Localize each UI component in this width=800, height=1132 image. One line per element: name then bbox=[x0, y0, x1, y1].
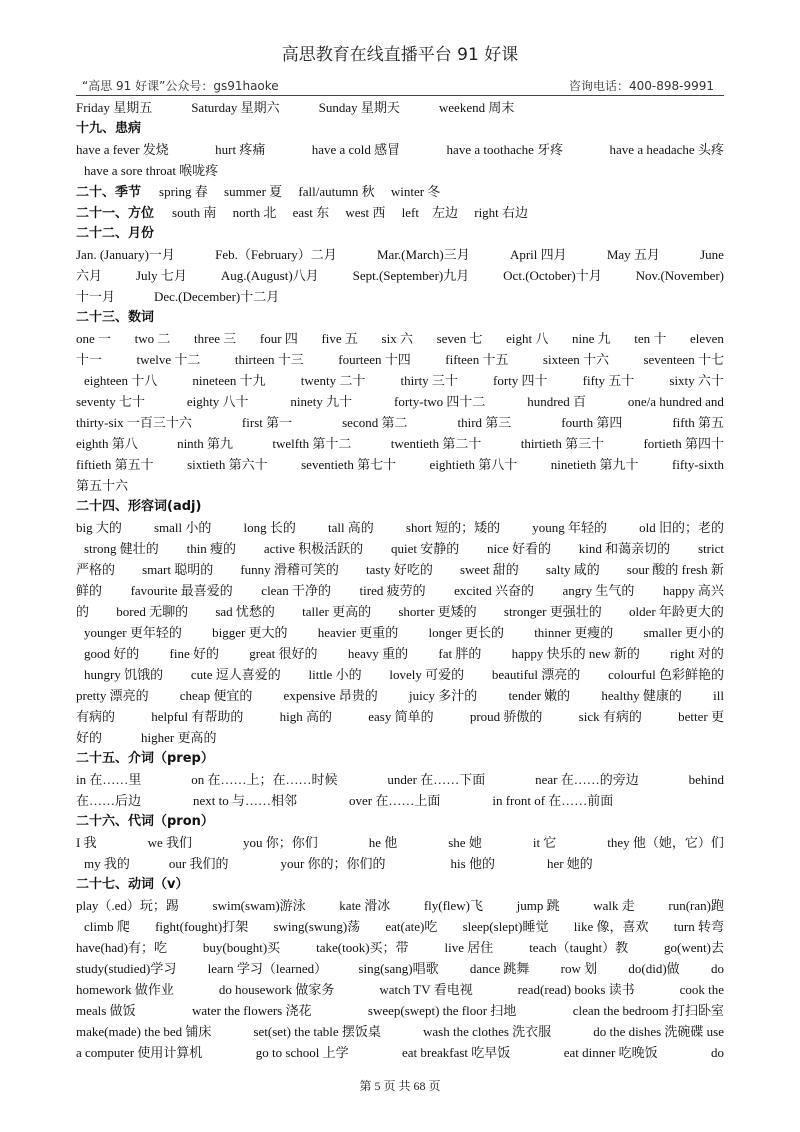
vocab-entry: seven 七 bbox=[436, 331, 483, 346]
vocab-entry: seventieth 第七十 bbox=[301, 457, 397, 472]
vocab-entry: live 居住 bbox=[444, 940, 494, 955]
vocab-entry: eleven bbox=[689, 331, 724, 346]
vocab-entry: Feb.（February）二月 bbox=[215, 247, 337, 262]
vocab-entry: smart 聪明的 bbox=[142, 562, 214, 577]
vocab-entry: clean 干净的 bbox=[261, 583, 331, 598]
vocab-entry: happy 快乐的 new 新的 bbox=[511, 646, 640, 661]
vocab-entry: thirteen 十三 bbox=[234, 352, 304, 367]
vocab-entry: smaller 更小的 bbox=[643, 625, 724, 640]
vocab-entry: go(went)去 bbox=[664, 940, 724, 955]
vocab-entry: buy(bought)买 bbox=[202, 940, 281, 955]
vocab-entry: shorter 更矮的 bbox=[398, 604, 477, 619]
vocab-entry: run(ran)跑 bbox=[668, 898, 724, 913]
vocab-line bbox=[76, 832, 724, 853]
vocab-entry: sixtieth 第六十 bbox=[187, 457, 268, 472]
vocab-entry: 的 bbox=[76, 604, 90, 619]
vocab-entry: teach（taught）教 bbox=[529, 940, 629, 955]
vocab-entry: great 很好的 bbox=[249, 646, 318, 661]
section-heading: 二十三、数词 bbox=[76, 310, 155, 325]
vocab-entry: younger 更年轻的 bbox=[84, 625, 182, 640]
consultation-phone: 咨询电话：400-898-9991 bbox=[568, 79, 714, 93]
vocab-entry: small 小的 bbox=[153, 520, 212, 535]
vocab-line bbox=[76, 370, 724, 391]
vocab-entry: happy 高兴 bbox=[662, 583, 724, 598]
vocab-entry: 有病的 bbox=[76, 709, 116, 724]
vocab-entry: fifty-sixth bbox=[671, 457, 724, 472]
vocab-entry: older 年龄更大的 bbox=[628, 604, 724, 619]
vocab-entry: Aug.(August)八月 bbox=[220, 268, 319, 283]
vocab-entry: four 四 bbox=[259, 331, 298, 346]
vocab-entry: two 二 bbox=[134, 331, 171, 346]
vocab-entry: he 他 bbox=[368, 835, 398, 850]
vocab-entry: fine 好的 bbox=[169, 646, 220, 661]
vocab-entry: young 年轻的 bbox=[532, 520, 608, 535]
vocab-line: 在……后边 next to 与……相邻 over 在……上面 in front of 在……前面 bbox=[76, 793, 614, 808]
vocab-entry: take(took)买；带 bbox=[316, 940, 409, 955]
vocab-line bbox=[76, 1021, 724, 1042]
vocab-entry: thirty-six 一百三十六 bbox=[76, 415, 192, 430]
section-heading: 二十七、动词（v） bbox=[76, 877, 189, 892]
vocab-entry: thinner 更瘦的 bbox=[534, 625, 614, 640]
vocab-entry: behind bbox=[688, 772, 724, 787]
vocab-entry: active 积极活跃的 bbox=[263, 541, 364, 556]
vocab-line bbox=[76, 517, 724, 538]
vocab-entry: kate 滑冰 bbox=[339, 898, 391, 913]
vocab-entry: short 短的；矮的 bbox=[405, 520, 501, 535]
vocab-entry: fifth 第五 bbox=[672, 415, 724, 430]
vocab-entry: good 好的 bbox=[84, 646, 140, 661]
vocab-line: 十一月 Dec.(December)十二月 bbox=[76, 289, 280, 304]
vocab-entry: right 对的 bbox=[670, 646, 724, 661]
vocab-entry: twelfth 第十二 bbox=[272, 436, 352, 451]
vocab-entry: 十一 bbox=[76, 352, 103, 367]
vocab-entry: tired 疲劳的 bbox=[359, 583, 426, 598]
vocab-line bbox=[76, 1000, 724, 1021]
section-heading: 二十六、代词（pron） bbox=[76, 814, 214, 829]
vocab-entry: fiftieth 第五十 bbox=[76, 457, 154, 472]
vocab-entry: read(read) books 读书 bbox=[517, 982, 635, 997]
section-heading: 十九、患病 bbox=[76, 121, 142, 136]
vocab-entry: eighteen 十八 bbox=[84, 373, 158, 388]
vocab-entry: pretty 漂亮的 bbox=[76, 688, 149, 703]
vocab-entry: do the dishes 洗碗碟 use bbox=[593, 1024, 724, 1039]
vocab-entry: better 更 bbox=[678, 709, 724, 724]
vocab-entry: twentieth 第二十 bbox=[390, 436, 482, 451]
header-divider bbox=[76, 95, 724, 96]
vocab-entry: go to school 上学 bbox=[255, 1045, 349, 1060]
vocab-entry: do(did)做 bbox=[628, 961, 680, 976]
vocab-entry: bored 无聊的 bbox=[116, 604, 189, 619]
vocab-line bbox=[76, 454, 724, 475]
vocab-entry: forty-two 四十二 bbox=[394, 394, 486, 409]
vocab-entry: they 他（她，它）们 bbox=[607, 835, 724, 850]
vocab-entry: on 在……上；在……时候 bbox=[191, 772, 338, 787]
vocab-entry: homework 做作业 bbox=[76, 982, 174, 997]
vocab-entry: watch TV 看电视 bbox=[379, 982, 473, 997]
vocab-entry: cheap 便宜的 bbox=[179, 688, 253, 703]
vocab-line bbox=[76, 706, 724, 727]
vocab-entry: cute 逗人喜爱的 bbox=[190, 667, 281, 682]
vocab-line bbox=[76, 139, 724, 160]
vocab-entry: one/a hundred and bbox=[627, 394, 724, 409]
vocab-entry: study(studied)学习 bbox=[76, 961, 177, 976]
vocab-entry: have a cold 感冒 bbox=[311, 142, 401, 157]
vocab-entry: June bbox=[700, 247, 724, 262]
vocab-entry: ninth 第九 bbox=[177, 436, 234, 451]
vocab-entry: fly(flew)飞 bbox=[423, 898, 484, 913]
vocab-entry: high 高的 bbox=[279, 709, 332, 724]
vocab-entry: eat breakfast 吃早饭 bbox=[402, 1045, 511, 1060]
vocab-entry: long 长的 bbox=[243, 520, 296, 535]
vocab-entry: second 第二 bbox=[342, 415, 408, 430]
vocab-entry: fat 胖的 bbox=[438, 646, 482, 661]
vocab-entry: fifteen 十五 bbox=[445, 352, 509, 367]
section-heading: 二十五、介词（prep） bbox=[76, 751, 214, 766]
vocab-entry: make(made) the bed 铺床 bbox=[76, 1024, 212, 1039]
vocab-entry: dance 跳舞 bbox=[469, 961, 530, 976]
vocab-text: south 南 north 北 east 东 west 西 left 左边 right 右边 bbox=[172, 205, 529, 220]
vocab-entry: we 我们 bbox=[147, 835, 192, 850]
vocab-entry: May 五月 bbox=[606, 247, 660, 262]
vocab-entry: thirty 三十 bbox=[400, 373, 458, 388]
vocab-entry: nine 九 bbox=[571, 331, 611, 346]
vocab-entry: play（.ed）玩；踢 bbox=[76, 898, 179, 913]
vocab-entry: juicy 多汁的 bbox=[408, 688, 478, 703]
vocab-entry: under 在……下面 bbox=[387, 772, 486, 787]
vocab-entry: 六月 bbox=[76, 268, 103, 283]
vocab-entry: hundred 百 bbox=[527, 394, 587, 409]
section-heading: 二十、季节 bbox=[76, 185, 142, 200]
vocab-entry: meals 做饭 bbox=[76, 1003, 136, 1018]
vocab-entry: strict bbox=[697, 541, 724, 556]
vocab-entry: have(had)有；吃 bbox=[76, 940, 167, 955]
vocab-line bbox=[76, 601, 724, 622]
vocab-line bbox=[76, 433, 724, 454]
vocab-line: 好的 higher 更高的 bbox=[76, 730, 217, 745]
vocab-entry: big 大的 bbox=[76, 520, 122, 535]
vocab-entry: clean the bedroom 打扫卧室 bbox=[572, 1003, 724, 1018]
vocab-entry: eighth 第八 bbox=[76, 436, 138, 451]
vocab-entry: turn 转弯 bbox=[673, 919, 724, 934]
vocab-entry: wash the clothes 洗衣服 bbox=[423, 1024, 552, 1039]
vocab-entry: seventy 七十 bbox=[76, 394, 145, 409]
vocab-line bbox=[76, 895, 724, 916]
vocab-entry: April 四月 bbox=[509, 247, 567, 262]
vocab-entry: beautiful 漂亮的 bbox=[491, 667, 581, 682]
vocab-entry: in 在……里 bbox=[76, 772, 142, 787]
vocab-entry: water the flowers 浇花 bbox=[192, 1003, 312, 1018]
vocab-entry: ten 十 bbox=[634, 331, 667, 346]
vocab-line bbox=[76, 916, 724, 937]
vocab-entry: fifty 五十 bbox=[582, 373, 635, 388]
vocab-entry: she 她 bbox=[448, 835, 482, 850]
vocab-entry: expensive 昂贵的 bbox=[283, 688, 378, 703]
vocab-entry: cook the bbox=[679, 982, 724, 997]
vocab-entry: have a toothache 牙疼 bbox=[446, 142, 564, 157]
vocab-line bbox=[76, 244, 724, 265]
vocab-line bbox=[76, 538, 724, 559]
vocab-entry: old 旧的；老的 bbox=[639, 520, 724, 535]
vocab-entry: Mar.(March)三月 bbox=[376, 247, 470, 262]
vocab-entry: six 六 bbox=[381, 331, 413, 346]
vocab-entry: have a fever 发烧 bbox=[76, 142, 169, 157]
vocab-entry: colourful 色彩鲜艳的 bbox=[608, 667, 724, 682]
vocab-entry: longer 更长的 bbox=[428, 625, 504, 640]
vocab-entry: fortieth 第四十 bbox=[643, 436, 724, 451]
vocab-line bbox=[76, 328, 724, 349]
section-heading: 二十一、方位 bbox=[76, 206, 155, 221]
vocab-entry: Nov.(November) bbox=[635, 268, 724, 283]
vocab-entry: climb 爬 bbox=[84, 919, 130, 934]
vocab-entry: twelve 十二 bbox=[136, 352, 201, 367]
vocab-line bbox=[76, 1042, 724, 1063]
vocab-entry: eighty 八十 bbox=[186, 394, 249, 409]
section-heading-with-words bbox=[76, 181, 724, 202]
vocab-entry: hurt 疼痛 bbox=[215, 142, 266, 157]
vocab-entry: swing(swung)荡 bbox=[273, 919, 361, 934]
section-heading-with-words bbox=[76, 202, 724, 223]
vocab-entry: you 你；你们 bbox=[242, 835, 318, 850]
vocab-line bbox=[76, 412, 724, 433]
vocab-entry: sing(sang)唱歌 bbox=[358, 961, 439, 976]
vocab-entry: proud 骄傲的 bbox=[469, 709, 543, 724]
page-number-footer: 第 5 页 共 68 页 bbox=[359, 1079, 441, 1093]
vocab-entry: fight(fought)打架 bbox=[155, 919, 249, 934]
vocab-entry: set(set) the table 摆饭桌 bbox=[253, 1024, 381, 1039]
vocab-entry: eat dinner 吃晚饭 bbox=[563, 1045, 658, 1060]
vocab-entry: July 七月 bbox=[135, 268, 187, 283]
vocab-line bbox=[76, 391, 724, 412]
vocab-line bbox=[76, 685, 724, 706]
vocab-entry: Sept.(September)九月 bbox=[352, 268, 470, 283]
vocab-entry: sad 忧愁的 bbox=[215, 604, 275, 619]
vocab-entry: excited 兴奋的 bbox=[454, 583, 534, 598]
vocab-entry: healthy 健康的 bbox=[601, 688, 682, 703]
vocab-entry: sweep(swept) the floor 扫地 bbox=[367, 1003, 517, 1018]
vocab-entry: nice 好看的 bbox=[487, 541, 551, 556]
vocab-line bbox=[76, 769, 724, 790]
vocab-line bbox=[76, 664, 724, 685]
vocab-entry: helpful 有帮助的 bbox=[151, 709, 244, 724]
vocab-entry: 鲜的 bbox=[76, 583, 103, 598]
vocab-line bbox=[76, 349, 724, 370]
page-header-title: 高思教育在线直播平台 91 好课 bbox=[281, 45, 519, 65]
vocab-entry: heavy 重的 bbox=[347, 646, 409, 661]
vocab-entry: fourteen 十四 bbox=[338, 352, 411, 367]
vocab-entry: Jan. (January)一月 bbox=[76, 247, 175, 262]
vocab-entry: easy 简单的 bbox=[368, 709, 434, 724]
vocab-entry: do housework 做家务 bbox=[218, 982, 335, 997]
wechat-account-label: “高思 91 好课”公众号：gs91haoke bbox=[82, 79, 279, 93]
vocab-entry: tall 高的 bbox=[327, 520, 374, 535]
vocab-entry: tasty 好吃的 bbox=[366, 562, 433, 577]
vocab-text: spring 春 summer 夏 fall/autumn 秋 winter 冬 bbox=[159, 184, 441, 199]
vocab-entry: sleep(slept)睡觉 bbox=[462, 919, 549, 934]
section-heading: 二十二、月份 bbox=[76, 226, 155, 241]
vocab-entry: fourth 第四 bbox=[561, 415, 623, 430]
vocab-entry: thin 瘦的 bbox=[186, 541, 237, 556]
vocab-line bbox=[76, 643, 724, 664]
vocab-line bbox=[76, 580, 724, 601]
vocab-entry: twenty 二十 bbox=[300, 373, 366, 388]
vocab-entry: have a headache 头疼 bbox=[609, 142, 724, 157]
vocab-entry: a computer 使用计算机 bbox=[76, 1045, 203, 1060]
vocab-line bbox=[76, 265, 724, 286]
vocab-entry: walk 走 bbox=[593, 898, 635, 913]
vocab-entry: learn 学习（learned） bbox=[207, 961, 328, 976]
vocab-line: my 我的 our 我们的 your 你的；你们的 his 他的 her 她的 bbox=[84, 856, 593, 871]
vocab-entry: first 第一 bbox=[241, 415, 293, 430]
vocab-entry: jump 跳 bbox=[516, 898, 560, 913]
vocab-line: Friday 星期五 Saturday 星期六 Sunday 星期天 weekend 周末 bbox=[76, 100, 515, 115]
vocab-entry: do bbox=[710, 961, 724, 976]
vocab-entry: third 第三 bbox=[457, 415, 512, 430]
vocab-line bbox=[76, 559, 724, 580]
vocab-entry: angry 生气的 bbox=[562, 583, 635, 598]
vocab-entry: favourite 最喜爱的 bbox=[130, 583, 233, 598]
vocab-entry: near 在……的旁边 bbox=[535, 772, 639, 787]
vocab-entry: hungry 饥饿的 bbox=[84, 667, 164, 682]
vocab-entry: sweet 甜的 bbox=[459, 562, 519, 577]
section-heading: 二十四、形容词(adj) bbox=[76, 499, 202, 514]
vocab-entry: salty 咸的 bbox=[545, 562, 600, 577]
vocab-entry: quiet 安静的 bbox=[390, 541, 460, 556]
vocab-line bbox=[76, 958, 724, 979]
vocab-entry: sour 酸的 fresh 新 bbox=[626, 562, 724, 577]
vocab-entry: do bbox=[710, 1045, 724, 1060]
vocab-entry: row 划 bbox=[560, 961, 598, 976]
vocab-entry: lovely 可爱的 bbox=[389, 667, 465, 682]
vocab-entry: eightieth 第八十 bbox=[429, 457, 518, 472]
vocab-entry: one 一 bbox=[76, 331, 112, 346]
vocab-entry: thirtieth 第三十 bbox=[520, 436, 605, 451]
vocab-entry: I 我 bbox=[76, 835, 97, 850]
vocab-line bbox=[76, 979, 724, 1000]
vocab-entry: ninety 九十 bbox=[290, 394, 353, 409]
vocab-entry: stronger 更强壮的 bbox=[503, 604, 602, 619]
vocab-entry: eight 八 bbox=[506, 331, 549, 346]
vocab-entry: sixty 六十 bbox=[669, 373, 724, 388]
vocab-entry: strong 健壮的 bbox=[84, 541, 159, 556]
vocab-line: 第五十六 bbox=[76, 478, 129, 493]
vocab-entry: eat(ate)吃 bbox=[385, 919, 438, 934]
vocab-entry: bigger 更大的 bbox=[212, 625, 288, 640]
vocab-entry: nineteen 十九 bbox=[192, 373, 266, 388]
vocab-entry: heavier 更重的 bbox=[317, 625, 399, 640]
vocab-entry: five 五 bbox=[321, 331, 358, 346]
vocab-entry: ill bbox=[713, 688, 724, 703]
vocab-entry: ninetieth 第九十 bbox=[550, 457, 639, 472]
vocab-entry: swim(swam)游泳 bbox=[212, 898, 306, 913]
vocab-entry: sixteen 十六 bbox=[542, 352, 609, 367]
vocab-entry: three 三 bbox=[194, 331, 237, 346]
vocab-line: have a sore throat 喉咙疼 bbox=[84, 163, 219, 178]
vocab-entry: taller 更高的 bbox=[302, 604, 372, 619]
vocab-entry: like 像，喜欢 bbox=[573, 919, 649, 934]
vocab-entry: seventeen 十七 bbox=[643, 352, 724, 367]
vocab-entry: tender 嫩的 bbox=[508, 688, 571, 703]
vocab-entry: kind 和蔼亲切的 bbox=[578, 541, 671, 556]
vocab-line bbox=[76, 937, 724, 958]
vocab-line bbox=[76, 622, 724, 643]
document-body bbox=[76, 97, 724, 1063]
vocab-entry: Oct.(October)十月 bbox=[503, 268, 602, 283]
vocab-entry: little 小的 bbox=[308, 667, 362, 682]
vocab-entry: funny 滑稽可笑的 bbox=[240, 562, 339, 577]
vocab-entry: 严格的 bbox=[76, 562, 116, 577]
vocab-entry: it 它 bbox=[532, 835, 557, 850]
vocab-entry: forty 四十 bbox=[493, 373, 548, 388]
vocab-entry: sick 有病的 bbox=[578, 709, 642, 724]
